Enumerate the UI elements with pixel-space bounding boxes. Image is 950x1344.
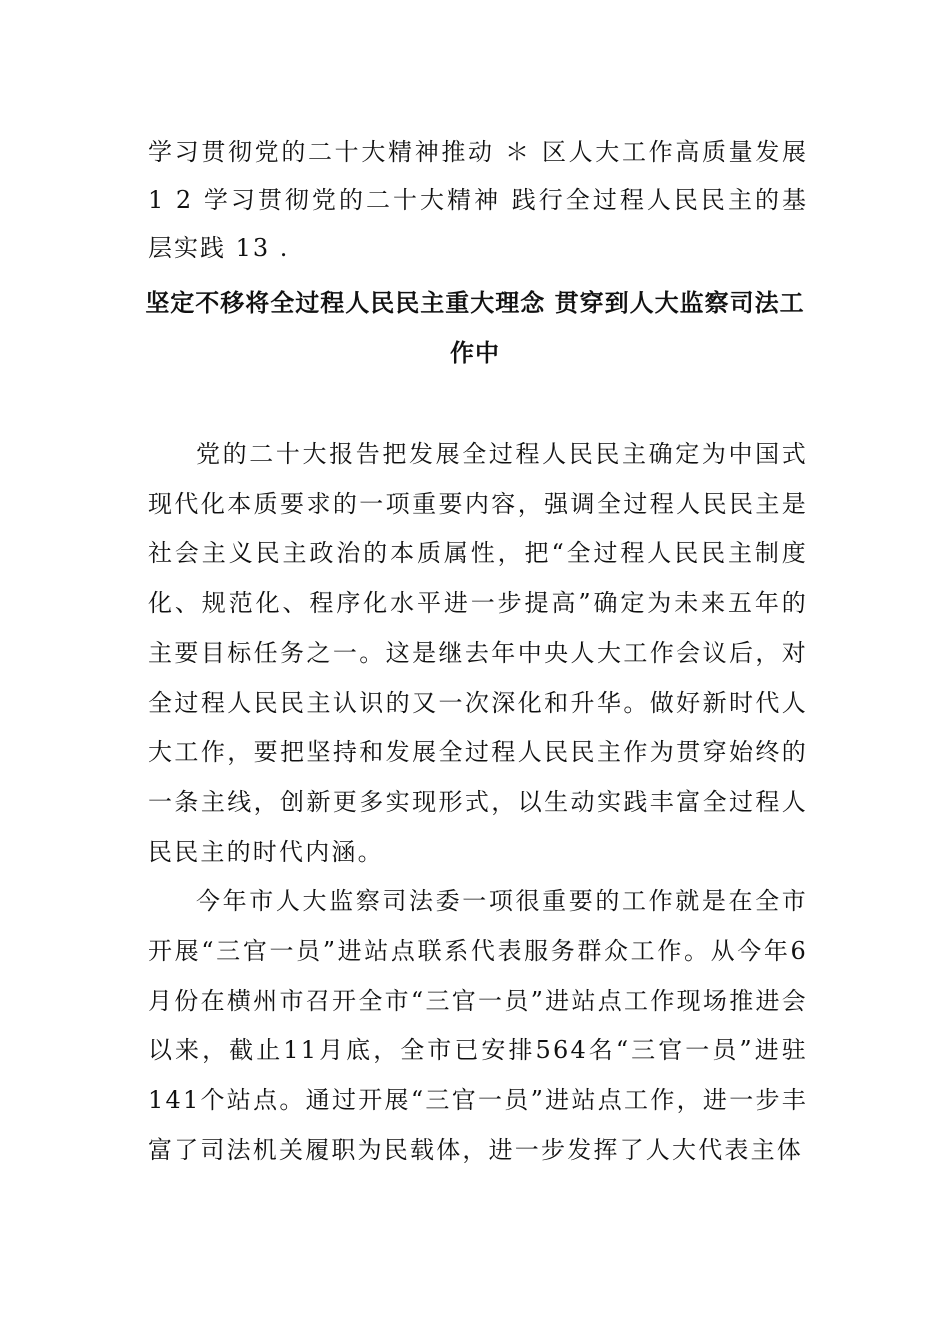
toc-entry-text: 学习贯彻党的二十大精神推动 ＊ 区人大工作高质量发展 1 2 学习贯彻党的二十大精神 践行全过程人民民主的基层实践 13 . xyxy=(148,138,808,262)
body-paragraph-1: 党的二十大报告把发展全过程人民民主确定为中国式现代化本质要求的一项重要内容，强调全过程人民民主是社会主义民主政治的本质属性，把“全过程人民民主制度化、规范化、程序化水平进一步提高”确定为未来五年的主要目标任务之一。这是继去年中央人大工作会议后，对全过程人民民主认识的又一次深化和升华。做好新时代人大工作，要把坚持和发展全过程人民民主作为贯穿始终的一条主线，创新更多实现形式，以生动实践丰富全过程人民民主的时代内涵。 xyxy=(148,440,808,866)
body-paragraph-2: 今年市人大监察司法委一项很重要的工作就是在全市开展“三官一员”进站点联系代表服务群众工作。从今年6月份在横州市召开全市“三官一员”进站点工作现场推进会以来，截止11月底，全市已安排564名“三官一员”进驻141个站点。通过开展“三官一员”进站点工作，进一步丰富了司法机关履职为民载体，进一步发挥了人大代表主体 xyxy=(148,887,808,1164)
article-title: 坚定不移将全过程人民民主重大理念 贯穿到人大监察司法工作中 xyxy=(145,289,805,367)
article-body xyxy=(148,430,808,1176)
